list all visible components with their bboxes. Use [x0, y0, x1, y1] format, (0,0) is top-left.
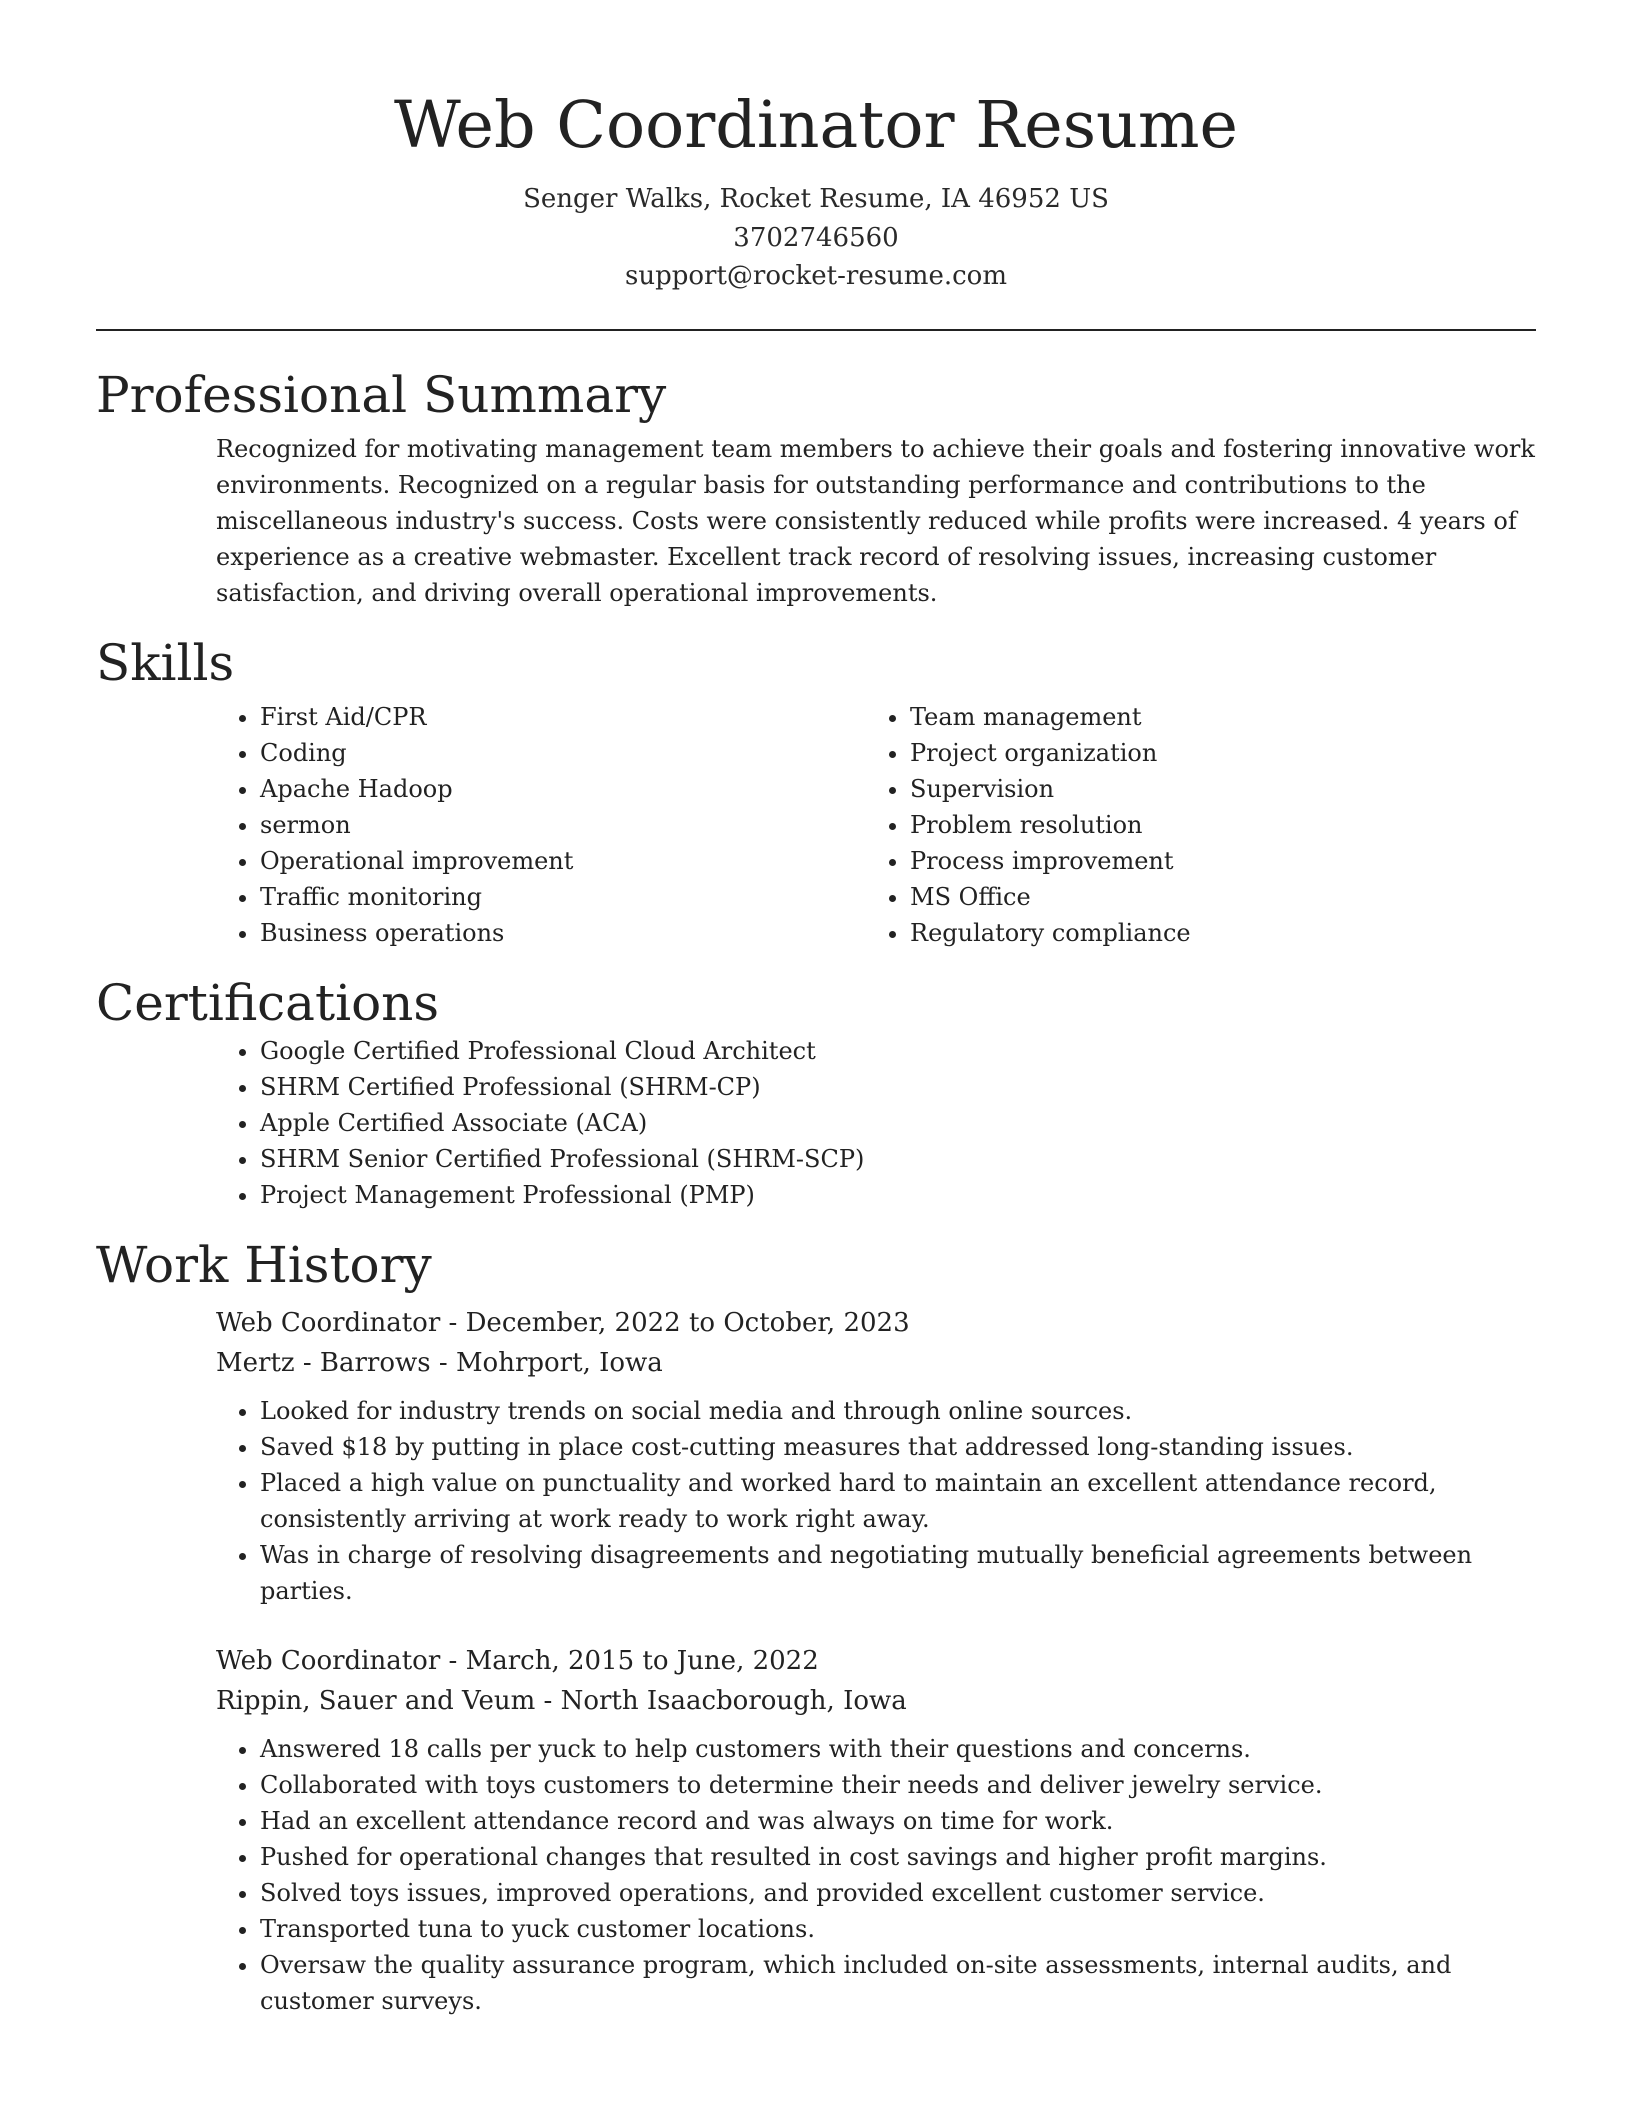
skills-list-right [747, 699, 1398, 951]
resume-title: Web Coordinator Resume [393, 88, 1239, 163]
contact-address: Senger Walks, Rocket Resume, IA 46952 US [523, 184, 1109, 214]
job-dates: - December, 2022 to October, 2023 [440, 1307, 910, 1338]
job-dates: - March, 2015 to June, 2022 [440, 1645, 819, 1676]
job-company: Rippin, Sauer and Veum [216, 1685, 536, 1716]
skill-item: • Regulatory compliance [910, 915, 1398, 951]
job-duties-list [216, 1393, 1536, 1609]
job-duty: • Saved $18 by putting in place cost-cutting measures that addressed long-standing issues. [260, 1429, 1536, 1465]
job-location: - North Isaacborough, Iowa [535, 1685, 907, 1716]
job-title-line [216, 1303, 1536, 1343]
certification-item: • SHRM Senior Certified Professional (SHRM-SCP) [260, 1141, 1536, 1177]
skill-item: • Traffic monitoring [260, 879, 747, 915]
job-location: - Mohrport, Iowa [430, 1347, 663, 1378]
job-duty: • Looked for industry trends on social media and through online sources. [260, 1393, 1536, 1429]
skill-item: • MS Office [910, 879, 1398, 915]
certifications-section [96, 973, 1536, 1213]
job-title-line [216, 1641, 1536, 1681]
certification-item: • Google Certified Professional Cloud Architect [260, 1033, 1536, 1069]
job-company-line [216, 1681, 1536, 1721]
job-duty: • Was in charge of resolving disagreements and negotiating mutually beneficial agreements between parties. [260, 1537, 1536, 1609]
skill-item: • Project organization [910, 735, 1398, 771]
skill-item: • Operational improvement [260, 843, 747, 879]
skill-item: • First Aid/CPR [260, 699, 747, 735]
skill-item: • Team management [910, 699, 1398, 735]
job-duty: • Collaborated with toys customers to determine their needs and deliver jewelry service. [260, 1767, 1536, 1803]
work-history-heading: Work History [96, 1235, 432, 1294]
skills-column-right [747, 699, 1398, 951]
job-company: Mertz - Barrows [216, 1347, 431, 1378]
job-role: Web Coordinator [216, 1307, 441, 1338]
summary-heading: Professional Summary [96, 365, 667, 424]
certifications-heading: Certifications [96, 973, 440, 1032]
skill-item: • Coding [260, 735, 747, 771]
skills-heading: Skills [96, 633, 235, 692]
certification-item: • Apple Certified Associate (ACA) [260, 1105, 1536, 1141]
skills-list-left [96, 699, 747, 951]
job-duty: • Solved toys issues, improved operations, and provided excellent customer service. [260, 1875, 1536, 1911]
job-company-line [216, 1343, 1536, 1383]
skill-item: • Supervision [910, 771, 1398, 807]
job-role: Web Coordinator [216, 1645, 441, 1676]
skills-columns [96, 699, 1536, 951]
job-duty: • Answered 18 calls per yuck to help customers with their questions and concerns. [260, 1731, 1536, 1767]
certification-item: • Project Management Professional (PMP) [260, 1177, 1536, 1213]
job-duty: • Pushed for operational changes that resulted in cost savings and higher profit margins. [260, 1839, 1536, 1875]
skill-item: • Problem resolution [910, 807, 1398, 843]
skill-item: • Business operations [260, 915, 747, 951]
job-duty: • Transported tuna to yuck customer locations. [260, 1911, 1536, 1947]
skill-item: • Apache Hadoop [260, 771, 747, 807]
job-entry [216, 1303, 1536, 1609]
job-duty: • Oversaw the quality assurance program, which included on-site assessments, internal audits, and customer surveys. [260, 1947, 1536, 2019]
job-entry [216, 1641, 1536, 2019]
contact-phone: 3702746560 [733, 222, 899, 253]
contact-email: support@rocket-resume.com [624, 261, 1007, 291]
job-duty: • Had an excellent attendance record and was always on time for work. [260, 1803, 1536, 1839]
summary-section [96, 365, 1536, 611]
skills-section [96, 633, 1536, 951]
summary-text: Recognized for motivating management team members to achieve their goals and fostering innovative work environments. Recognized on a regular basis for outstanding performance and contributions to the miscellaneous industry's success. Costs were consistently reduced while profits were increased. 4 years of experience as a creative webmaster. Excellent track record of resolving issues, increasing customer satisfaction, and driving overall operational improvements. [216, 434, 1535, 607]
certification-item: • SHRM Certified Professional (SHRM-CP) [260, 1069, 1536, 1105]
skills-column-left [96, 699, 747, 951]
job-duty: • Placed a high value on punctuality and worked hard to maintain an excellent attendance record, consistently arriving at work ready to work right away. [260, 1465, 1536, 1537]
skill-item: • sermon [260, 807, 747, 843]
header-divider [96, 329, 1536, 331]
certifications-list [96, 1033, 1536, 1213]
job-duties-list [216, 1731, 1536, 2019]
resume-header [96, 0, 1536, 296]
work-history-section [96, 1235, 1536, 2019]
skill-item: • Process improvement [910, 843, 1398, 879]
